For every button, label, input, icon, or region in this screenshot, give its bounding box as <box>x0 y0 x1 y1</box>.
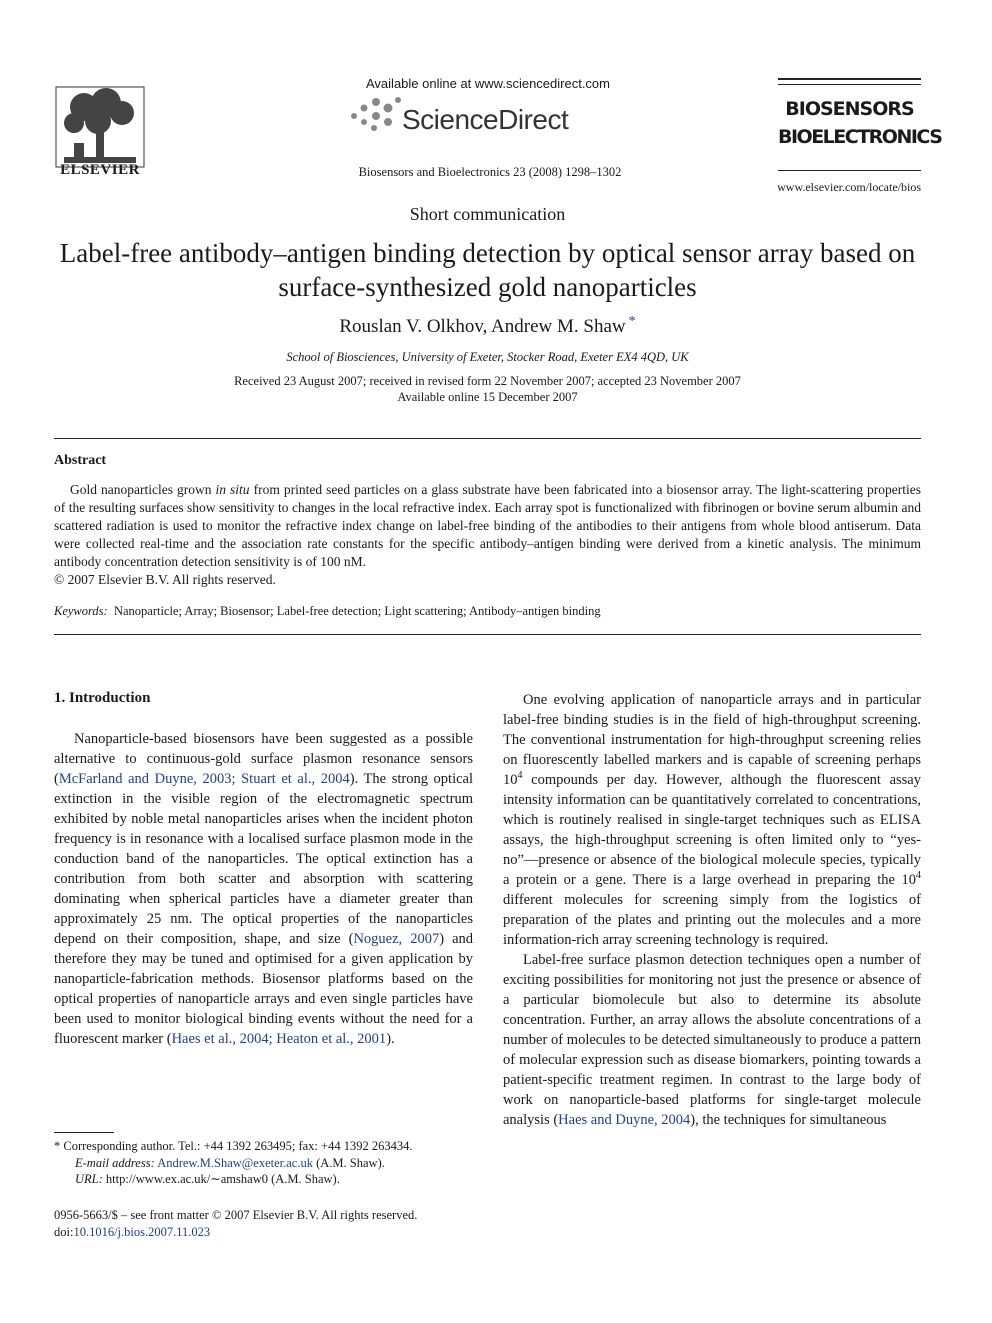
text: ). <box>386 1031 395 1047</box>
doi-label: doi: <box>54 1225 74 1239</box>
abstract-top-rule <box>54 438 921 439</box>
journal-logo-rule <box>778 84 921 85</box>
keywords-line <box>54 604 921 619</box>
text: different molecules for screening simply from the logistics of preparation of the plates and printing out the molecules and a more information-rich array screening technology is required. <box>503 892 921 948</box>
doi-link[interactable]: 10.1016/j.bios.2007.11.023 <box>73 1225 211 1239</box>
section-heading-introduction: 1. Introduction <box>54 690 151 706</box>
text: compounds per day. However, although the fluorescent assay intensity information can be quantitatively correlated to concentrations, which is routinely realised in single-target techniques such as ELISA assays, the high-throughput screening is often limited only to “yes-no”—presence or absence of the biological molecule species, typically a protein or a gene. There is a large overhead in preparing the 10 <box>503 772 921 888</box>
paragraph <box>503 950 921 1130</box>
journal-logo-rule <box>778 170 921 171</box>
email-suffix: (A.M. Shaw). <box>312 1156 385 1170</box>
issn-line: 0956-5663/$ – see front matter © 2007 Elsevier B.V. All rights reserved. <box>54 1208 418 1222</box>
received-dates: Received 23 August 2007; received in revised form 22 November 2007; accepted 23 November 2007 <box>234 374 741 388</box>
superscript: 4 <box>916 870 921 882</box>
journal-logo-line2: BIOELECTRONICS <box>778 126 942 148</box>
text: One evolving application of nanoparticle arrays and in particular label-free binding studies is in the field of high-throughput screening. The conventional instrumentation for high-throughput screening relies on fluorescently labelled markers and is capable of screening perhaps 10 <box>503 692 921 788</box>
paragraph <box>503 690 921 950</box>
corresponding-author-note: * Corresponding author. Tel.: +44 1392 263495; fax: +44 1392 263434. <box>54 1139 413 1153</box>
citation-link[interactable]: McFarland and Duyne, 2003; Stuart et al., 2004 <box>58 771 350 787</box>
url-note <box>54 1171 484 1188</box>
available-online-date: Available online 15 December 2007 <box>397 390 578 404</box>
left-column <box>54 729 473 1049</box>
text: Nanoparticle-based biosensors have been suggested as a possible alternative to continuous-gold surface plasmon resonance sensors ( <box>54 731 473 787</box>
sciencedirect-wordmark: ScienceDirect <box>402 104 569 135</box>
elsevier-wordmark: ELSEVIER <box>60 162 140 178</box>
journal-url-link[interactable]: www.elsevier.com/locate/bios <box>777 180 921 194</box>
journal-reference: Biosensors and Bioelectronics 23 (2008) 1298–1302 <box>358 165 622 179</box>
journal-logo-rule <box>778 78 921 80</box>
corresponding-author-mark[interactable]: * <box>628 313 636 329</box>
journal-logo-line1: BIOSENSORS <box>785 98 914 120</box>
paragraph <box>54 729 473 1049</box>
email-note <box>54 1155 484 1172</box>
abstract-text-part: Gold nanoparticles grown <box>70 482 216 497</box>
text: ) and therefore they may be tuned and optimised for a given application by nanoparticle-fabrication methods. Biosensor platforms based on the optical properties of nanoparticle arrays and even single particles have been used to monitor biological binding events without the need for a fluorescent marker ( <box>54 931 474 1047</box>
article-title: Label-free antibody–antigen binding detection by optical sensor array based on surface-synthesized gold nanoparticles <box>59 238 916 302</box>
keywords-label: Keywords: <box>54 604 108 618</box>
text: ). The strong optical extinction in the visible region of the electromagnetic spectrum exhibited by noble metal nanoparticles arises when the incident photon frequency is in resonance with a localised surface plasmon mode in the conduction band of the nanoparticles. The optical extinction has a contribution from both scatter and absorption with scattering dominating when spherical particles have a diameter greater than approximately 25 nm. The optical properties of the nanoparticles depend on their composition, shape, and size ( <box>54 771 473 947</box>
text: ), the techniques for simultaneous <box>690 1112 887 1128</box>
abstract-text <box>54 481 921 571</box>
abstract-text-italic: in situ <box>215 482 250 497</box>
citation-link[interactable]: Haes and Duyne, 2004 <box>558 1112 691 1128</box>
author-list <box>54 313 921 338</box>
abstract-text-part: from printed seed particles on a glass substrate have been fabricated into a biosensor array. The light-scattering properties of the resulting surfaces show sensitivity to changes in the local refractive index. Each array spot is functionalized with fibrinogen or bovine serum albumin and scattered radiation is used to monitor the refractive index change on label-free binding of the antibodies to their antigens from whole blood antiserum. Data were collected real-time and the association rate constants for the specific antibody–antigen binding were derived from a kinetic analysis. The minimum antibody concentration detection sensitivity is of 100 nM. <box>54 482 921 569</box>
citation-link[interactable]: Haes et al., 2004; Heaton et al., 2001 <box>171 1031 387 1047</box>
doi-line <box>54 1225 210 1240</box>
abstract-bottom-rule <box>54 634 921 635</box>
article-type: Short communication <box>409 204 566 224</box>
affiliation: School of Biosciences, University of Exeter, Stocker Road, Exeter EX4 4QD, UK <box>286 350 689 364</box>
authors-text: Rouslan V. Olkhov, Andrew M. Shaw <box>339 316 626 337</box>
text: Label-free surface plasmon detection techniques open a number of exciting possibilities for monitoring not just the presence or absence of a particular biomolecule but also to determine its absolute concentration. Further, an array allows the absolute concentrations of a number of molecules to be detected simultaneously to produce a pattern of molecular expression such as disease biomarkers, pointing towards a patient-specific treatment regimen. In contrast to the large body of work on nanoparticle-based platforms for single-target molecule analysis ( <box>503 952 921 1128</box>
superscript: 4 <box>517 770 523 782</box>
abstract-heading: Abstract <box>54 453 107 468</box>
available-online-text: Available online at www.sciencedirect.com <box>366 76 610 91</box>
footnote-rule <box>54 1132 114 1133</box>
email-label: E-mail address: <box>75 1156 155 1170</box>
email-link[interactable]: Andrew.M.Shaw@exeter.ac.uk <box>157 1156 313 1170</box>
url-text[interactable]: http://www.ex.ac.uk/∼amshaw0 (A.M. Shaw). <box>102 1172 340 1186</box>
citation-link[interactable]: Noguez, 2007 <box>353 931 440 947</box>
url-label: URL: <box>75 1172 103 1186</box>
keywords-list: Nanoparticle; Array; Biosensor; Label-free detection; Light scattering; Antibody–antigen binding <box>113 604 601 618</box>
copyright-line: © 2007 Elsevier B.V. All rights reserved. <box>54 572 276 587</box>
right-column <box>503 690 921 1130</box>
